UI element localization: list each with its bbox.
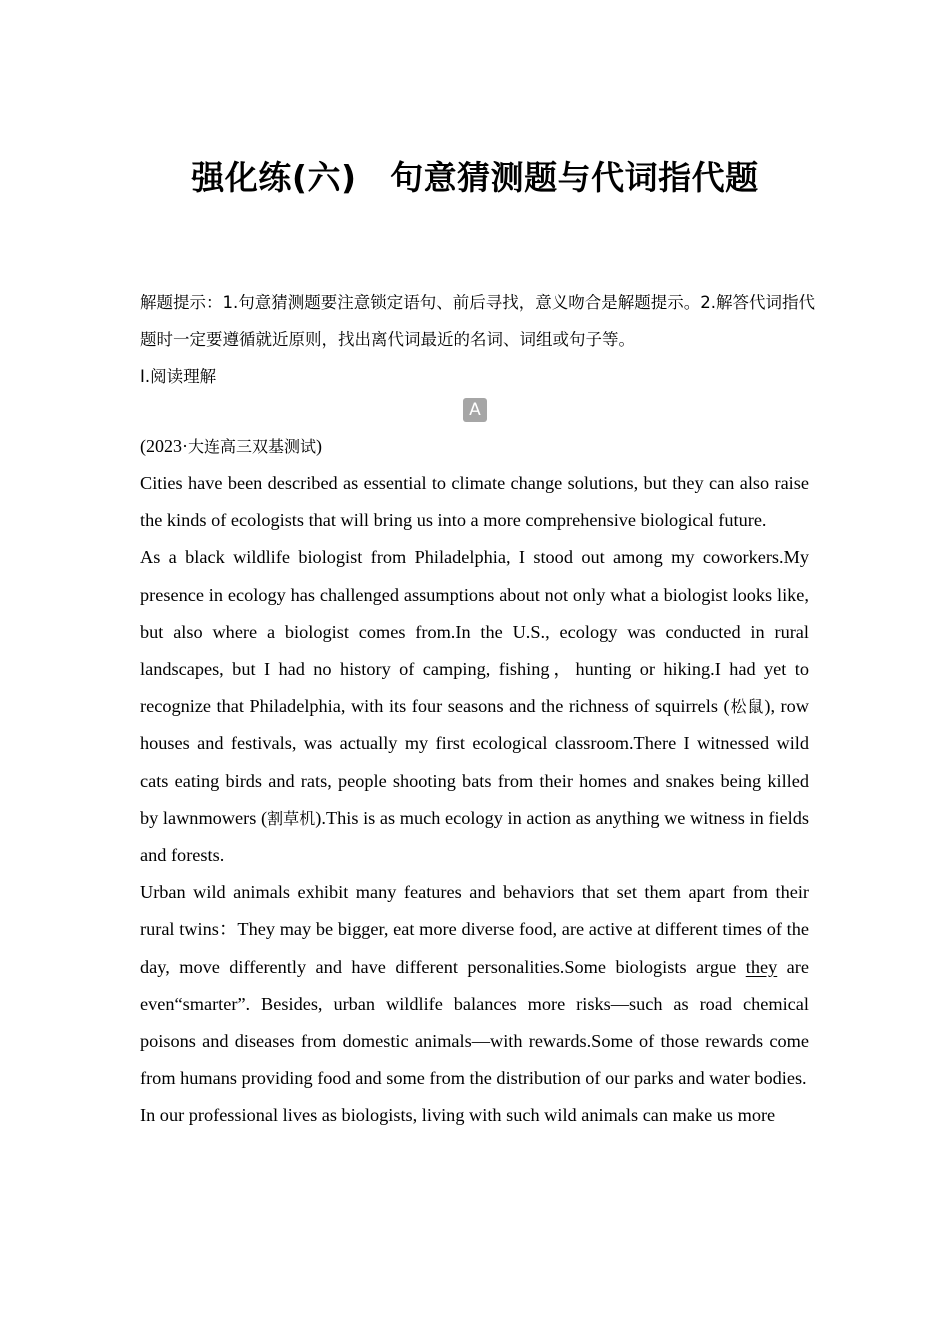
paragraph-3-part-a: Urban wild animals exhibit many features and behaviors that set them apart from their rural twins：They may be bigger, eat more diverse food, are active at different times of the day, move differently and have different personalities.Some biologists argue bbox=[140, 882, 809, 977]
section-name: .阅读理解 bbox=[144, 367, 217, 386]
paragraph-2 bbox=[140, 539, 809, 874]
paragraph-2-part-b: ), row houses and festivals, was actually my first ecological classroom.There I witnessed wild cats eating birds and rats, people shooting bats from their homes and snakes being killed by lawnmowers ( bbox=[140, 696, 809, 828]
paragraph-1: Cities have been described as essential to climate change solutions, but they can also raise the kinds of ecologists that will bring us into a more comprehensive biological future. bbox=[140, 473, 809, 531]
gloss-lawnmowers: 割草机 bbox=[267, 808, 316, 828]
page-title: 强化练(六) 句意猜测题与代词指代题 bbox=[191, 158, 759, 197]
paragraph-3 bbox=[140, 874, 809, 1097]
reading-passage bbox=[140, 465, 809, 1135]
section-heading bbox=[140, 358, 216, 395]
source-open: (2023· bbox=[140, 436, 188, 456]
underlined-pronoun: they bbox=[745, 956, 778, 977]
passage-badge: A bbox=[463, 398, 487, 422]
source-close: ) bbox=[316, 436, 323, 456]
source-name: 大连高三双基测试 bbox=[188, 437, 317, 456]
tips-label: 解题提示： bbox=[140, 293, 223, 312]
paragraph-2-part-c: ).This is as much ecology in action as anything we witness in fields and forests. bbox=[140, 807, 809, 866]
section-numeral: Ⅰ bbox=[140, 367, 145, 386]
gloss-squirrels: 松鼠 bbox=[729, 697, 765, 717]
solving-tips bbox=[140, 284, 830, 358]
tips-text: 1.句意猜测题要注意锁定语句、前后寻找，意义吻合是解题提示。2.解答代词指代题时一定要遵循就近原则，找出离代词最近的名词、词组或句子等。 bbox=[140, 293, 815, 349]
paragraph-2-part-a: As a black wildlife biologist from Philadelphia, I stood out among my coworkers.My presence in ecology has challenged assumptions about not only what a biologist looks like, but also where a biologist comes from.In the U.S., ecology was conducted in rural landscapes, but I had no history of camping, fishing，hunting or hiking.I had yet to recognize that Philadelphia, with its four seasons and the richness of squirrels ( bbox=[140, 547, 809, 717]
paragraph-3-part-b: are even“smarter”. Besides, urban wildlife balances more risks—such as road chemical poisons and diseases from domestic animals—with rewards.Some of those rewards come from humans providing food and some from the distribution of our parks and water bodies. bbox=[140, 956, 809, 1089]
passage-source bbox=[140, 428, 322, 465]
paragraph-4: In our professional lives as biologists, living with such wild animals can make us more bbox=[140, 1105, 776, 1126]
